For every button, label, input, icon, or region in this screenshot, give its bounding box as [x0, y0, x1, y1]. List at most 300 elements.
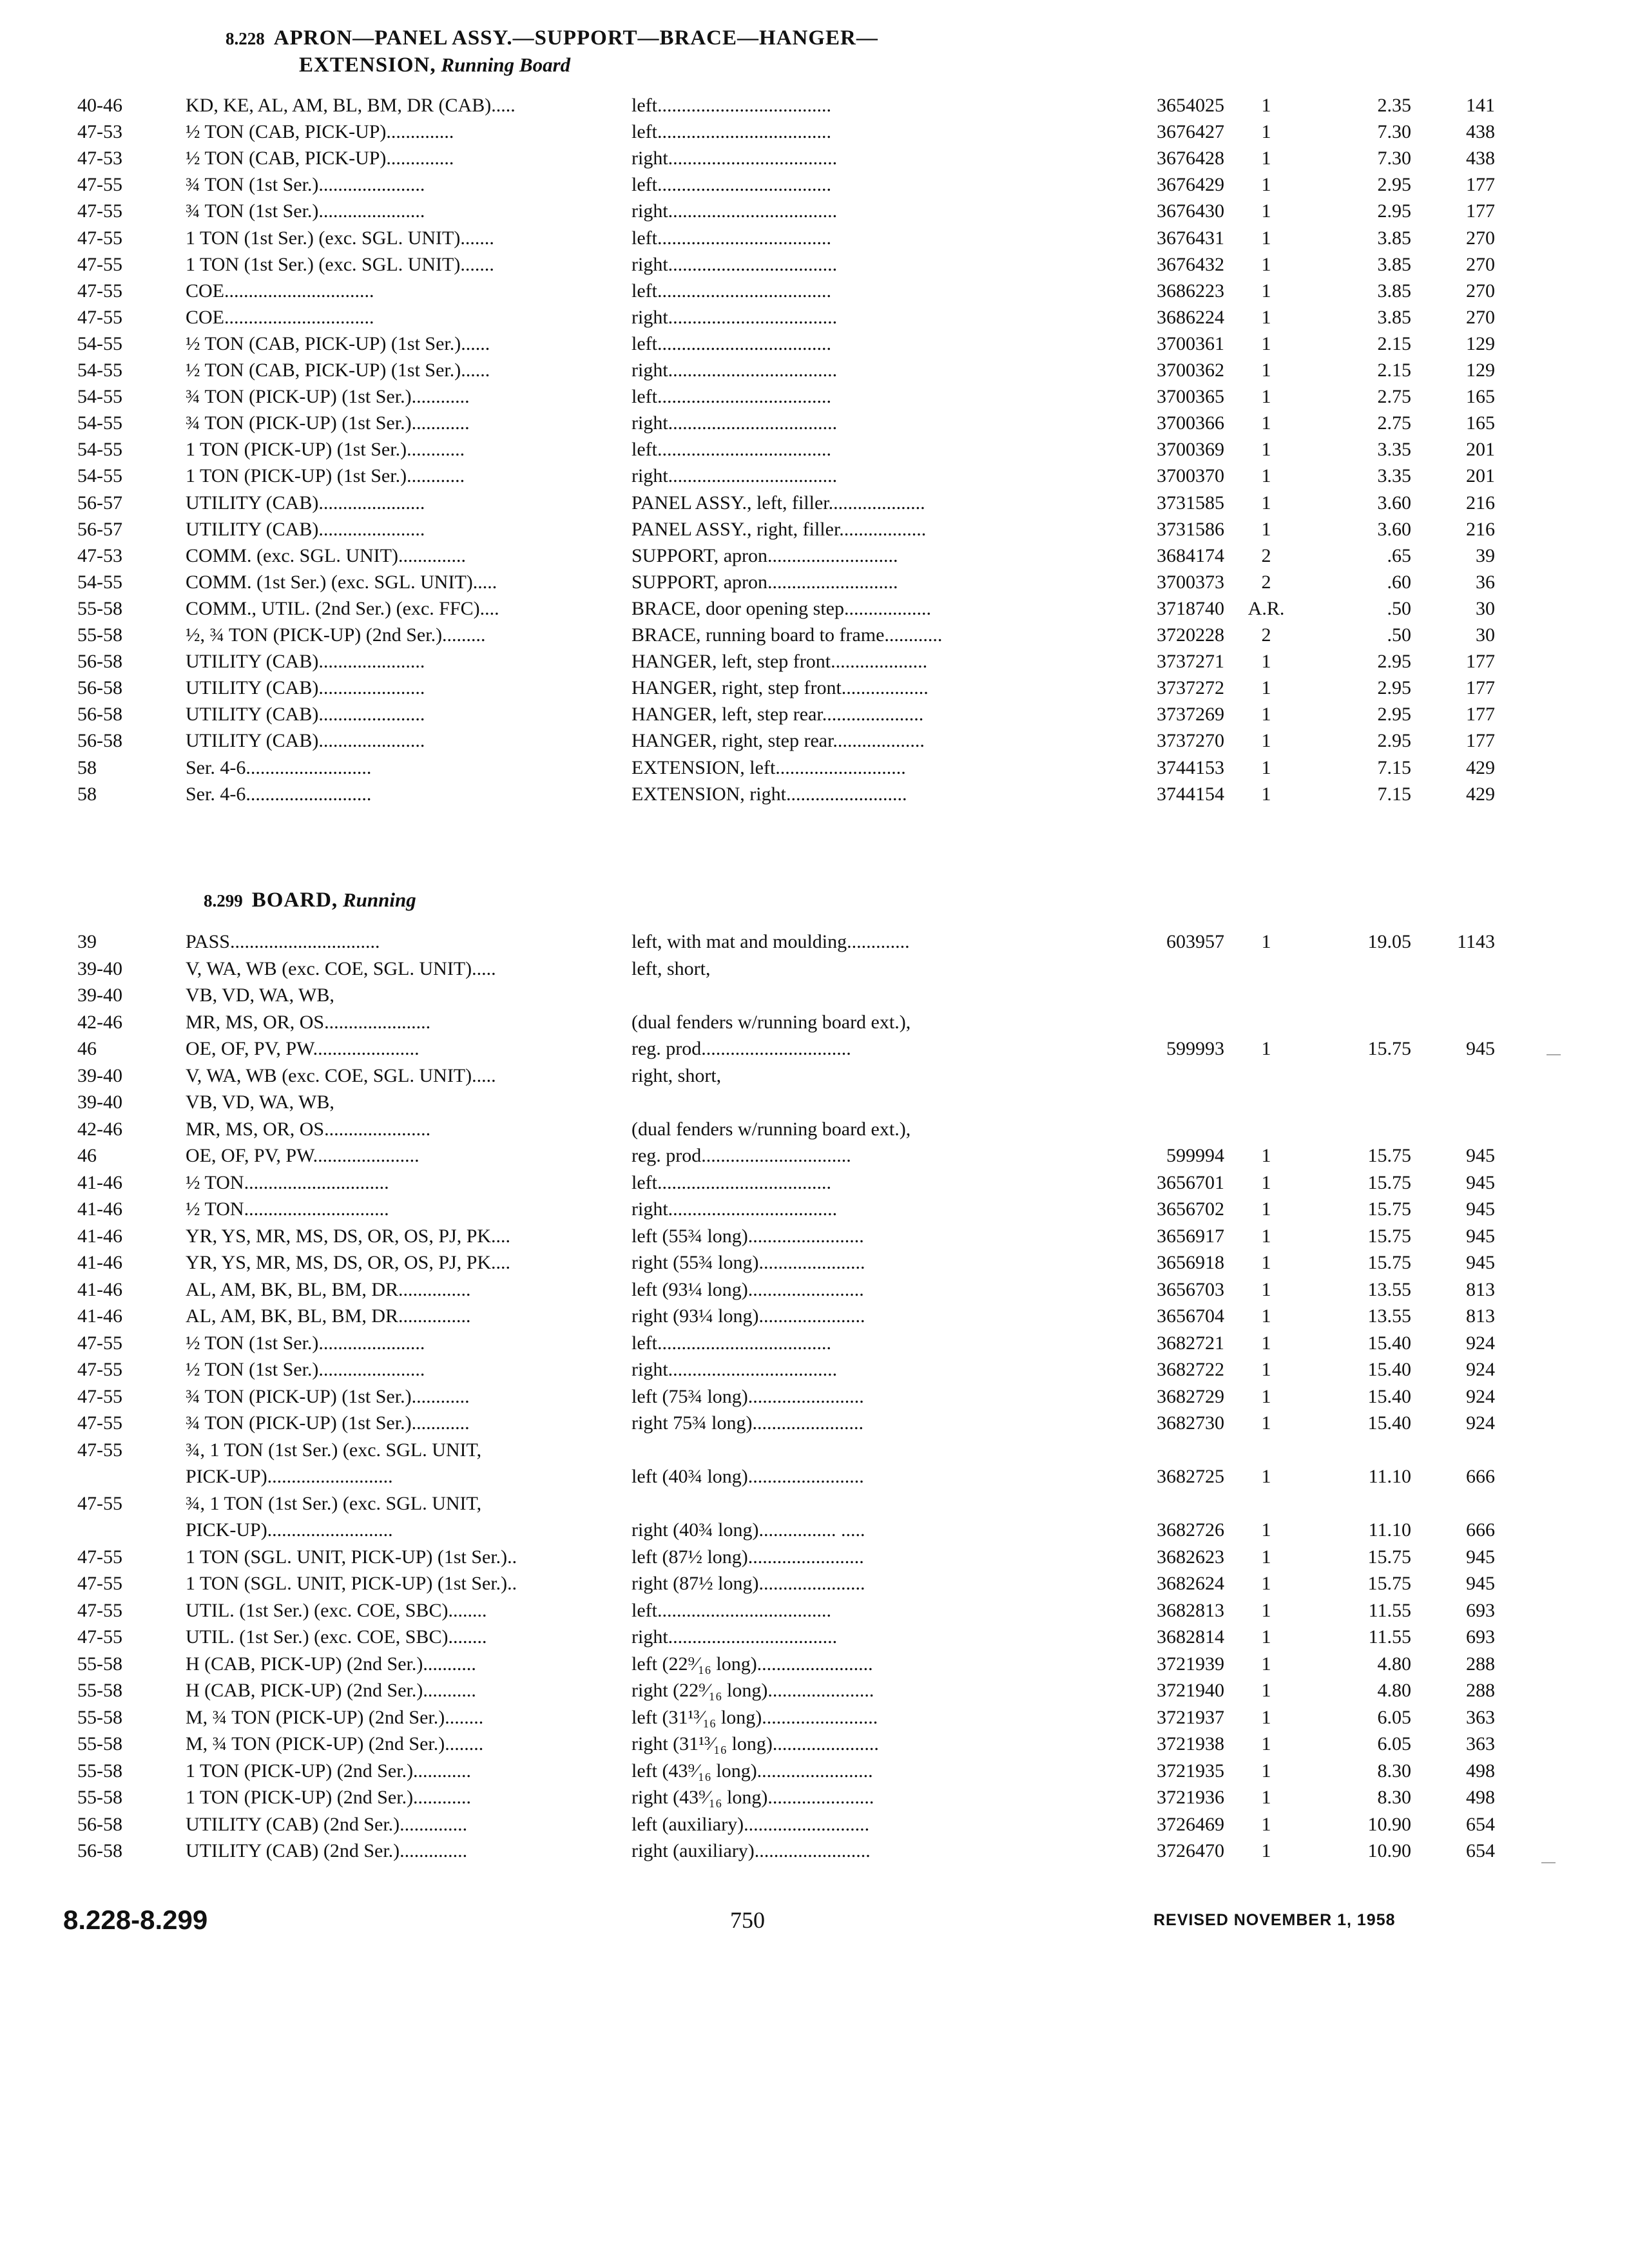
- description-cell: HANGER, left, step rear.....................: [631, 704, 924, 726]
- model-cell: ¾ TON (1st Ser.)......................: [186, 174, 425, 196]
- quantity: 2: [1261, 624, 1271, 646]
- quantity: 1: [1261, 1546, 1271, 1568]
- table-row: [0, 1410, 1629, 1436]
- list-price: 924: [1466, 1359, 1495, 1380]
- year-range: 56-57: [77, 492, 122, 514]
- dealer-price: 7.15: [1377, 783, 1411, 805]
- table-row: [0, 1677, 1629, 1704]
- list-price: 945: [1466, 1145, 1495, 1166]
- year-range: 47-53: [77, 148, 122, 169]
- table-row: [0, 1651, 1629, 1677]
- table-row: [0, 331, 1629, 357]
- part-number: 3721937: [1157, 1706, 1224, 1728]
- description-cell: right...................................: [631, 306, 838, 328]
- part-number: 3721935: [1157, 1760, 1224, 1782]
- part-number: 3676431: [1157, 227, 1224, 249]
- description-cell: left (43⁹⁄₁₆ long)........................: [631, 1760, 873, 1782]
- part-number: 3700369: [1157, 439, 1224, 461]
- model-cell: ¾ TON (PICK-UP) (1st Ser.)............: [186, 1412, 470, 1434]
- year-range: 56-57: [77, 518, 122, 540]
- quantity: 2: [1261, 571, 1271, 593]
- model-cell: ¾ TON (PICK-UP) (1st Ser.)............: [186, 386, 470, 408]
- model-cell: ½ TON..............................: [186, 1171, 389, 1193]
- dealer-price: 13.55: [1367, 1278, 1411, 1300]
- model-cell: ¾ TON (1st Ser.)......................: [186, 200, 425, 222]
- year-range: 41-46: [77, 1305, 122, 1327]
- quantity: 1: [1261, 1519, 1271, 1541]
- dealer-price: .50: [1387, 597, 1411, 619]
- part-number: 3682813: [1157, 1599, 1224, 1621]
- year-range: 47-55: [77, 280, 122, 302]
- dealer-price: 3.35: [1377, 465, 1411, 487]
- description-cell: right...................................: [631, 360, 838, 381]
- model-cell: UTILITY (CAB)......................: [186, 677, 425, 699]
- list-price: 438: [1466, 148, 1495, 169]
- quantity: 1: [1261, 1813, 1271, 1835]
- year-range: 46: [77, 1145, 97, 1166]
- table-row: [0, 145, 1629, 171]
- list-price: 1143: [1457, 931, 1495, 952]
- list-price: 270: [1466, 306, 1495, 328]
- section-8228-title: [226, 26, 878, 51]
- quantity: 1: [1261, 756, 1271, 778]
- part-number: 3744154: [1157, 783, 1224, 805]
- model-cell: COMM. (1st Ser.) (exc. SGL. UNIT).....: [186, 571, 497, 593]
- year-range: 41-46: [77, 1278, 122, 1300]
- part-number: 3731585: [1157, 492, 1224, 514]
- year-range: 47-55: [77, 1359, 122, 1380]
- table-row: [0, 92, 1629, 119]
- quantity: 1: [1261, 1787, 1271, 1808]
- model-cell: UTILITY (CAB)......................: [186, 730, 425, 752]
- description-cell: PANEL ASSY., left, filler....................: [631, 492, 925, 514]
- quantity: 1: [1261, 518, 1271, 540]
- dealer-price: 4.80: [1377, 1680, 1411, 1701]
- model-cell: ½ TON (CAB, PICK-UP)..............: [186, 121, 454, 143]
- description-cell: HANGER, right, step rear...................: [631, 730, 925, 752]
- table-row: [0, 982, 1629, 1008]
- list-price: 666: [1466, 1466, 1495, 1487]
- model-cell: ¾, 1 TON (1st Ser.) (exc. SGL. UNIT,: [186, 1439, 482, 1461]
- table-row: [0, 1303, 1629, 1329]
- description-cell: right...................................: [631, 1198, 838, 1220]
- table-row: [0, 1624, 1629, 1650]
- quantity: 1: [1261, 1733, 1271, 1754]
- dealer-price: 2.75: [1377, 412, 1411, 434]
- description-cell: left (87½ long)........................: [631, 1546, 864, 1568]
- part-number: 3700361: [1157, 332, 1224, 354]
- table-row: [0, 1330, 1629, 1356]
- description-cell: left....................................: [631, 1332, 831, 1354]
- table-row: [0, 754, 1629, 781]
- model-cell: ½ TON (1st Ser.)......................: [186, 1332, 425, 1354]
- table-row: [0, 463, 1629, 489]
- model-cell: UTILITY (CAB)......................: [186, 492, 425, 514]
- part-number: 3676429: [1157, 174, 1224, 196]
- dealer-price: .50: [1387, 624, 1411, 646]
- quantity: 1: [1261, 227, 1271, 249]
- year-range: 47-55: [77, 174, 122, 196]
- description-cell: left....................................: [631, 439, 831, 461]
- description-cell: left....................................: [631, 332, 831, 354]
- list-price: 201: [1466, 439, 1495, 461]
- list-price: 201: [1466, 465, 1495, 487]
- model-cell: 1 TON (PICK-UP) (2nd Ser.)............: [186, 1760, 472, 1782]
- description-cell: right (87½ long)......................: [631, 1573, 865, 1594]
- part-number: 3720228: [1157, 624, 1224, 646]
- model-cell: KD, KE, AL, AM, BL, BM, DR (CAB).....: [186, 95, 516, 116]
- model-cell: 1 TON (SGL. UNIT, PICK-UP) (1st Ser.)..: [186, 1573, 517, 1594]
- list-price: 924: [1466, 1332, 1495, 1354]
- table-row: [0, 1276, 1629, 1303]
- dealer-price: 15.75: [1367, 1252, 1411, 1273]
- dealer-price: 15.40: [1367, 1359, 1411, 1380]
- table-row: [0, 198, 1629, 224]
- part-number: 3656917: [1157, 1225, 1224, 1247]
- description-cell: left (22⁹⁄₁₆ long)........................: [631, 1653, 873, 1675]
- year-range: 41-46: [77, 1225, 122, 1247]
- description-cell: left....................................: [631, 1599, 831, 1621]
- model-cell: UTILITY (CAB) (2nd Ser.)..............: [186, 1813, 468, 1835]
- dealer-price: 2.15: [1377, 360, 1411, 381]
- table-row: [0, 543, 1629, 569]
- list-price: 498: [1466, 1760, 1495, 1782]
- dealer-price: 2.15: [1377, 332, 1411, 354]
- description-cell: right...................................: [631, 148, 838, 169]
- year-range: 55-58: [77, 1653, 122, 1675]
- year-range: 56-58: [77, 704, 122, 726]
- quantity: 1: [1261, 1359, 1271, 1380]
- part-number: 3654025: [1157, 95, 1224, 116]
- dealer-price: 7.30: [1377, 148, 1411, 169]
- year-range: 56-58: [77, 730, 122, 752]
- model-cell: MR, MS, OR, OS......................: [186, 1118, 431, 1140]
- list-price: 666: [1466, 1519, 1495, 1541]
- list-price: 129: [1466, 332, 1495, 354]
- dealer-price: 7.15: [1377, 756, 1411, 778]
- quantity: 1: [1261, 386, 1271, 408]
- list-price: 363: [1466, 1706, 1495, 1728]
- model-cell: UTILITY (CAB)......................: [186, 518, 425, 540]
- part-number: 3721940: [1157, 1680, 1224, 1701]
- description-cell: left....................................: [631, 386, 831, 408]
- table-row: [0, 383, 1629, 410]
- model-cell: H (CAB, PICK-UP) (2nd Ser.)...........: [186, 1653, 476, 1675]
- section-number: 8.299: [204, 891, 243, 910]
- table-row: [0, 595, 1629, 622]
- list-price: 813: [1466, 1305, 1495, 1327]
- dealer-price: 2.95: [1377, 677, 1411, 699]
- quantity: 2: [1261, 544, 1271, 566]
- list-price: 30: [1476, 597, 1495, 619]
- table-row: [0, 928, 1629, 955]
- table-row: [0, 1062, 1629, 1089]
- model-cell: OE, OF, PV, PW......................: [186, 1038, 419, 1059]
- table-row: [0, 1383, 1629, 1410]
- dealer-price: 19.05: [1367, 931, 1411, 952]
- table-row: [0, 1142, 1629, 1169]
- list-price: 216: [1466, 492, 1495, 514]
- model-cell: YR, YS, MR, MS, DS, OR, OS, PJ, PK....: [186, 1252, 511, 1273]
- footer-section-range: 8.228-8.299: [63, 1905, 208, 1935]
- table-row: [0, 1731, 1629, 1757]
- model-cell: UTILITY (CAB)......................: [186, 704, 425, 726]
- table-row: [0, 1223, 1629, 1249]
- model-cell: COMM., UTIL. (2nd Ser.) (exc. FFC)....: [186, 597, 499, 619]
- section-title: BOARD,: [251, 889, 338, 912]
- year-range: 58: [77, 783, 97, 805]
- quantity: 1: [1261, 439, 1271, 461]
- list-price: 270: [1466, 280, 1495, 302]
- dealer-price: 2.95: [1377, 200, 1411, 222]
- dealer-price: .60: [1387, 571, 1411, 593]
- list-price: 177: [1466, 677, 1495, 699]
- table-row: [0, 490, 1629, 516]
- part-number: 3676428: [1157, 148, 1224, 169]
- model-cell: UTIL. (1st Ser.) (exc. COE, SBC)........: [186, 1599, 487, 1621]
- year-range: 47-55: [77, 306, 122, 328]
- year-range: 55-58: [77, 1787, 122, 1808]
- table-row: [0, 648, 1629, 675]
- year-range: 54-55: [77, 332, 122, 354]
- part-number: 3726469: [1157, 1813, 1224, 1835]
- list-price: 945: [1466, 1171, 1495, 1193]
- model-cell: UTILITY (CAB)......................: [186, 651, 425, 673]
- section-title-line2: EXTENSION,: [299, 53, 436, 77]
- dealer-price: 15.75: [1367, 1145, 1411, 1166]
- table-row: [0, 1490, 1629, 1517]
- dealer-price: 11.55: [1368, 1626, 1411, 1648]
- description-cell: left....................................: [631, 227, 831, 249]
- part-number: 3656703: [1157, 1278, 1224, 1300]
- table-row: [0, 1597, 1629, 1624]
- year-range: 54-55: [77, 386, 122, 408]
- part-number: 3682624: [1157, 1573, 1224, 1594]
- part-number: 3700366: [1157, 412, 1224, 434]
- table-row: [0, 956, 1629, 982]
- dealer-price: 3.35: [1377, 439, 1411, 461]
- section-title-line2-italic: Running Board: [441, 53, 571, 76]
- table-row: [0, 1811, 1629, 1838]
- year-range: 54-55: [77, 360, 122, 381]
- model-cell: ½ TON..............................: [186, 1198, 389, 1220]
- year-range: 40-46: [77, 95, 122, 116]
- year-range: 54-55: [77, 465, 122, 487]
- list-price: 693: [1466, 1599, 1495, 1621]
- model-cell: VB, VD, WA, WB,: [186, 985, 334, 1006]
- list-price: 216: [1466, 518, 1495, 540]
- year-range: 47-55: [77, 1412, 122, 1434]
- description-cell: BRACE, running board to frame............: [631, 624, 943, 646]
- list-price: 165: [1466, 412, 1495, 434]
- quantity: 1: [1261, 1599, 1271, 1621]
- table-row: [0, 569, 1629, 595]
- model-cell: PICK-UP)..........................: [186, 1466, 393, 1487]
- dealer-price: 2.95: [1377, 174, 1411, 196]
- dealer-price: 3.85: [1377, 280, 1411, 302]
- dealer-price: 7.30: [1377, 121, 1411, 143]
- year-range: 56-58: [77, 677, 122, 699]
- model-cell: PASS...............................: [186, 931, 380, 952]
- year-range: 47-53: [77, 544, 122, 566]
- dealer-price: 8.30: [1377, 1787, 1411, 1808]
- description-cell: (dual fenders w/running board ext.),: [631, 1011, 911, 1033]
- description-cell: right (43⁹⁄₁₆ long)......................: [631, 1787, 874, 1808]
- year-range: 41-46: [77, 1252, 122, 1273]
- year-range: 47-55: [77, 1332, 122, 1354]
- year-range: 54-55: [77, 571, 122, 593]
- quantity: 1: [1261, 931, 1271, 952]
- model-cell: COE...............................: [186, 280, 374, 302]
- quantity: 1: [1261, 253, 1271, 275]
- table-row: [0, 727, 1629, 754]
- year-range: 39: [77, 931, 97, 952]
- list-price: 429: [1466, 756, 1495, 778]
- description-cell: left (93¼ long)........................: [631, 1278, 864, 1300]
- dealer-price: 10.90: [1367, 1813, 1411, 1835]
- dealer-price: 8.30: [1377, 1760, 1411, 1782]
- dealer-price: 3.85: [1377, 306, 1411, 328]
- model-cell: ¾ TON (PICK-UP) (1st Ser.)............: [186, 412, 470, 434]
- model-cell: OE, OF, PV, PW......................: [186, 1145, 419, 1166]
- quantity: 1: [1261, 1332, 1271, 1354]
- year-range: 39-40: [77, 985, 122, 1006]
- year-range: 55-58: [77, 1680, 122, 1701]
- model-cell: COMM. (exc. SGL. UNIT)..............: [186, 544, 466, 566]
- model-cell: Ser. 4-6..........................: [186, 783, 372, 805]
- part-number: 3721939: [1157, 1653, 1224, 1675]
- margin-mark: [1541, 1862, 1556, 1863]
- table-row: [0, 1463, 1629, 1490]
- list-price: 177: [1466, 174, 1495, 196]
- year-range: 39-40: [77, 1091, 122, 1113]
- list-price: 945: [1466, 1038, 1495, 1059]
- description-cell: right (auxiliary)........................: [631, 1840, 871, 1861]
- list-price: 177: [1466, 200, 1495, 222]
- dealer-price: 2.75: [1377, 386, 1411, 408]
- part-number: 3682721: [1157, 1332, 1224, 1354]
- list-price: 177: [1466, 651, 1495, 673]
- year-range: 42-46: [77, 1011, 122, 1033]
- section-number: 8.228: [226, 29, 265, 48]
- dealer-price: 15.40: [1367, 1385, 1411, 1407]
- list-price: 177: [1466, 730, 1495, 752]
- table-row: [0, 1009, 1629, 1035]
- table-row: [0, 171, 1629, 198]
- part-number: 3700362: [1157, 360, 1224, 381]
- quantity: 1: [1261, 1038, 1271, 1059]
- description-cell: right 75¾ long).......................: [631, 1412, 863, 1434]
- model-cell: UTILITY (CAB) (2nd Ser.)..............: [186, 1840, 468, 1861]
- dealer-price: 2.95: [1377, 651, 1411, 673]
- table-row: [0, 1437, 1629, 1463]
- description-cell: left (75¾ long)........................: [631, 1385, 864, 1407]
- year-range: 54-55: [77, 412, 122, 434]
- margin-mark: [1547, 1054, 1561, 1055]
- model-cell: 1 TON (SGL. UNIT, PICK-UP) (1st Ser.)..: [186, 1546, 517, 1568]
- model-cell: ½, ¾ TON (PICK-UP) (2nd Ser.).........: [186, 624, 486, 646]
- model-cell: ½ TON (CAB, PICK-UP) (1st Ser.)......: [186, 332, 490, 354]
- quantity: A.R.: [1248, 597, 1285, 619]
- section-title-italic: Running: [342, 889, 416, 911]
- table-row: [0, 516, 1629, 543]
- description-cell: left....................................: [631, 280, 831, 302]
- dealer-price: 6.05: [1377, 1733, 1411, 1754]
- year-range: 47-53: [77, 121, 122, 143]
- year-range: 47-55: [77, 253, 122, 275]
- list-price: 36: [1476, 571, 1495, 593]
- part-number: 3737271: [1157, 651, 1224, 673]
- description-cell: left (55¾ long)........................: [631, 1225, 864, 1247]
- part-number: 3676430: [1157, 200, 1224, 222]
- description-cell: right...................................: [631, 465, 838, 487]
- list-price: 693: [1466, 1626, 1495, 1648]
- part-number: 3700373: [1157, 571, 1224, 593]
- dealer-price: 13.55: [1367, 1305, 1411, 1327]
- table-row: [0, 781, 1629, 807]
- part-number: 3721938: [1157, 1733, 1224, 1754]
- quantity: 1: [1261, 148, 1271, 169]
- quantity: 1: [1261, 1706, 1271, 1728]
- model-cell: 1 TON (PICK-UP) (1st Ser.)............: [186, 439, 465, 461]
- table-row: [0, 1517, 1629, 1543]
- model-cell: ½ TON (1st Ser.)......................: [186, 1359, 425, 1380]
- year-range: 58: [77, 756, 97, 778]
- description-cell: HANGER, right, step front..................: [631, 677, 929, 699]
- dealer-price: 2.95: [1377, 730, 1411, 752]
- model-cell: ½ TON (CAB, PICK-UP) (1st Ser.)......: [186, 360, 490, 381]
- table-row: [0, 1035, 1629, 1062]
- revised-date: REVISED NOVEMBER 1, 1958: [1153, 1911, 1396, 1929]
- dealer-price: 3.85: [1377, 253, 1411, 275]
- year-range: 47-55: [77, 1385, 122, 1407]
- dealer-price: 15.75: [1367, 1171, 1411, 1193]
- description-cell: left....................................: [631, 174, 831, 196]
- list-price: 165: [1466, 386, 1495, 408]
- quantity: 1: [1261, 1680, 1271, 1701]
- list-price: 270: [1466, 253, 1495, 275]
- year-range: 56-58: [77, 651, 122, 673]
- table-row: [0, 304, 1629, 331]
- quantity: 1: [1261, 412, 1271, 434]
- part-number: 3682722: [1157, 1359, 1224, 1380]
- description-cell: right, short,: [631, 1064, 722, 1086]
- description-cell: BRACE, door opening step..................: [631, 597, 931, 619]
- model-cell: 1 TON (PICK-UP) (2nd Ser.)............: [186, 1787, 472, 1808]
- table-row: [0, 251, 1629, 278]
- list-price: 945: [1466, 1225, 1495, 1247]
- table-row: [0, 701, 1629, 727]
- model-cell: H (CAB, PICK-UP) (2nd Ser.)...........: [186, 1680, 476, 1701]
- list-price: 363: [1466, 1733, 1495, 1754]
- part-number: 3684174: [1157, 544, 1224, 566]
- part-number: 3682814: [1157, 1626, 1224, 1648]
- table-row: [0, 1356, 1629, 1383]
- description-cell: right...................................: [631, 1359, 838, 1380]
- model-cell: VB, VD, WA, WB,: [186, 1091, 334, 1113]
- list-price: 288: [1466, 1680, 1495, 1701]
- table-row: [0, 1169, 1629, 1196]
- model-cell: YR, YS, MR, MS, DS, OR, OS, PJ, PK....: [186, 1225, 511, 1247]
- part-number: 3718740: [1157, 597, 1224, 619]
- table-row: [0, 357, 1629, 383]
- description-cell: SUPPORT, apron...........................: [631, 544, 898, 566]
- part-number: 3700365: [1157, 386, 1224, 408]
- quantity: 1: [1261, 174, 1271, 196]
- dealer-price: 15.75: [1367, 1198, 1411, 1220]
- year-range: 54-55: [77, 439, 122, 461]
- description-cell: PANEL ASSY., right, filler..................: [631, 518, 927, 540]
